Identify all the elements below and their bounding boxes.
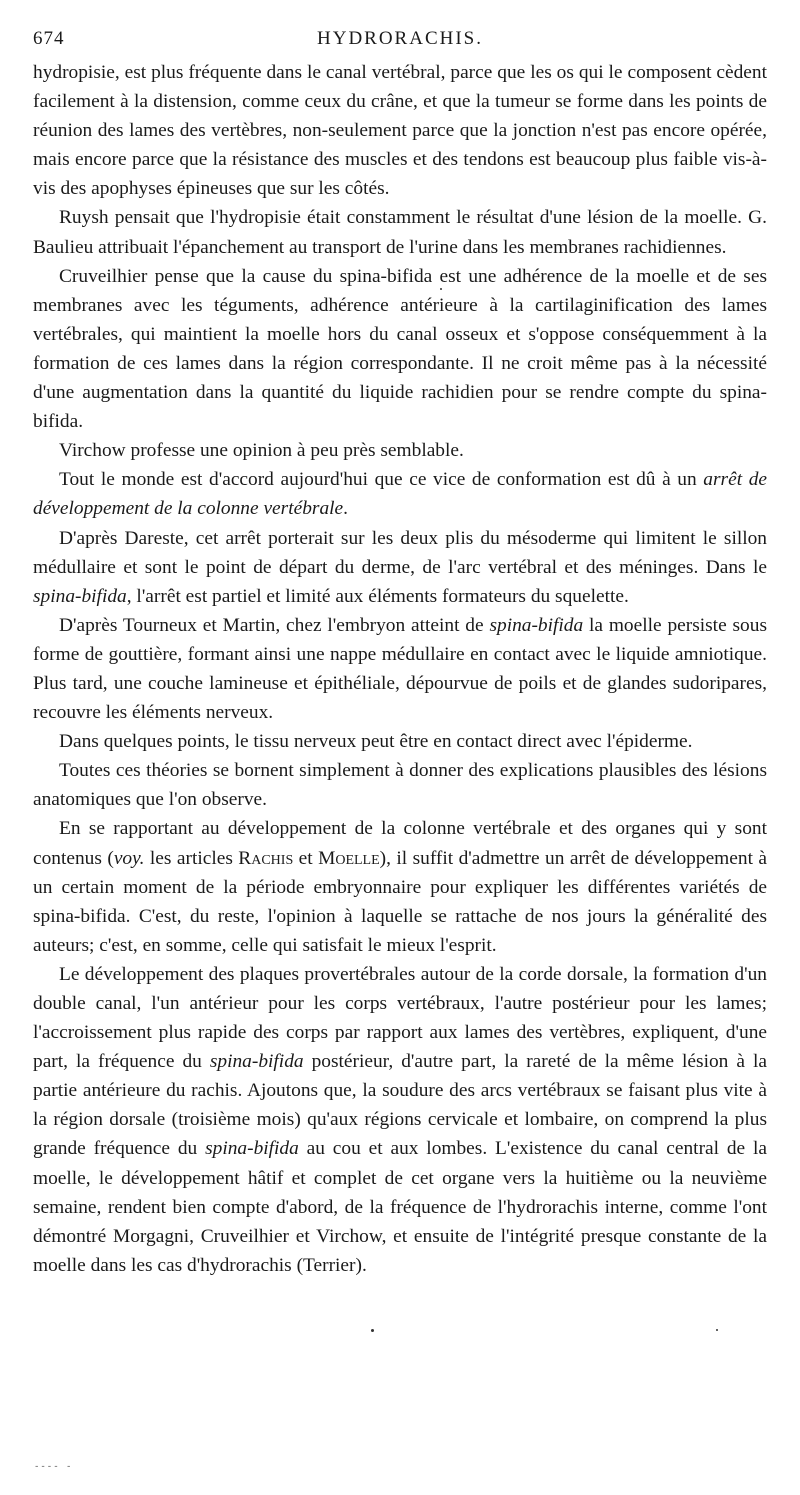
print-speck — [371, 1329, 374, 1332]
text-run: Toutes ces théories se bornent simplement à donner des explications plausibles des lésions anatomiques que l'on observe. — [33, 760, 767, 811]
paragraph — [33, 262, 767, 437]
text-run: Ruysh pensait que l'hydropisie était constamment le résultat d'une lésion de la moelle. G. Baulieu attribuait l'épanchement au transport de l'urine dans les membranes rachidiennes. — [33, 207, 767, 258]
paragraph — [33, 611, 767, 727]
text-run: Le développement des plaques provertébrales autour de la corde dorsale, la formation d'un double canal, l'un antérieur pour les corps vertébraux, l'autre postérieur pour les lames; l'accroissement plus rapide des corps par rapport aux lames des vertèbres, expliquent, d'une part, la fréquence du — [33, 963, 767, 1073]
paragraph — [33, 203, 767, 261]
text-run: Virchow professe une opinion à peu près semblable. — [59, 440, 464, 462]
paragraph — [33, 436, 767, 465]
text-run: ), il suffit d'admettre un arrêt de développement à un certain moment de la période embryonnaire pour expliquer les différentes variétés de spina-bifida. C'est, du reste, l'opinion à laquelle se rattache de nos jours la généralité des auteurs; c'est, en somme, celle qui satisfait le mieux l'esprit. — [33, 847, 767, 956]
running-title: HYDRORACHIS. — [317, 28, 483, 49]
text-run: Dans quelques points, le tissu nerveux peut être en contact direct avec l'épiderme. — [59, 731, 693, 753]
smallcaps-reference: Moelle — [318, 847, 380, 869]
print-speck — [440, 288, 442, 290]
italic-term: voy. — [113, 847, 145, 869]
text-run: la moelle persiste sous forme de gouttière, formant ainsi une nappe médullaire en contact avec le liquide amniotique. Plus tard, une couche lamineuse et épithéliale, dépourvue de poils et de glandes sudoripares, recouvre les éléments nerveux. — [33, 614, 767, 724]
paragraph — [33, 465, 767, 523]
text-run: D'après Dareste, cet arrêt porterait sur les deux plis du mésoderme qui limitent le sillon médullaire et sont le point de départ du derme, de l'arc vertébral et des méninges. Dans le — [33, 527, 767, 578]
footer-marks: ---- - — [34, 1462, 73, 1472]
document-page — [33, 28, 767, 1280]
print-speck — [716, 1329, 718, 1331]
running-head — [33, 28, 767, 58]
italic-term: spina-bifida — [489, 614, 584, 636]
text-run: hydropisie, est plus fréquente dans le canal vertébral, parce que les os qui le composent cèdent facilement à la distension, comme ceux du crâne, et que la tumeur se forme dans les points de réunion des lames des vertèbres, non-seulement parce que la jonction n'est pas encore opérée, mais encore parce que la résistance des muscles et des tendons est beaucoup plus faible vis-à-vis des apophyses épineuses que sur les côtés. — [33, 62, 767, 200]
paragraph — [33, 960, 767, 1280]
text-run: Tout le monde est d'accord aujourd'hui que ce vice de conformation est dû à un — [59, 469, 704, 491]
italic-term: spina-bifida — [205, 1138, 299, 1160]
text-run: , l'arrêt est partiel et limité aux éléments formateurs du squelette. — [126, 585, 629, 607]
text-run: Cruveilhier pense que la cause du spina-bifida est une adhérence de la moelle et de ses membranes avec les téguments, adhérence antérieure à la cartilaginification des lames vertébrales, qui maintient la moelle hors du canal osseux et s'oppose conséquemment à la formation de ces lames dans la région correspondante. Il ne croit même pas à la nécessité d'une augmentation dans la quantité du liquide rachidien pour se rendre compte du spina-bifida. — [33, 265, 767, 433]
text-run: et — [293, 847, 319, 869]
paragraph — [33, 814, 767, 959]
italic-term: spina-bifida — [33, 585, 127, 607]
smallcaps-reference: Rachis — [238, 847, 294, 869]
body-text — [33, 58, 767, 1280]
text-run: D'après Tourneux et Martin, chez l'embryon atteint de — [59, 614, 490, 636]
text-run: . — [343, 498, 348, 520]
paragraph — [33, 58, 767, 203]
italic-term: arrêt de développement de la colonne vertébrale — [33, 469, 767, 520]
paragraph — [33, 756, 767, 814]
text-run: postérieur, d'autre part, la rareté de la même lésion à la partie antérieure du rachis. Ajoutons que, la soudure des arcs vertébraux se faisant plus vite à la région dorsale (troisième mois) qu'aux régions cervicale et lombaire, on comprend la plus grande fréquence du — [33, 1051, 767, 1160]
text-run: au cou et aux lombes. L'existence du canal central de la moelle, le développement hâtif et complet de cet organe vers la huitième ou la neuvième semaine, rendent bien compte d'abord, de la fréquence de l'hydrorachis interne, comme l'ont démontré Morgagni, Cruveilhier et Virchow, et ensuite de l'intégrité presque constante de la moelle dans les cas d'hydrorachis (Terrier). — [33, 1138, 767, 1276]
italic-term: spina-bifida — [209, 1051, 304, 1073]
text-run: En se rapportant au développement de la colonne vertébrale et des organes qui y sont contenus ( — [33, 818, 767, 869]
text-run: les articles — [144, 847, 239, 869]
paragraph — [33, 524, 767, 611]
page-number: 674 — [33, 28, 65, 49]
paragraph — [33, 727, 767, 756]
